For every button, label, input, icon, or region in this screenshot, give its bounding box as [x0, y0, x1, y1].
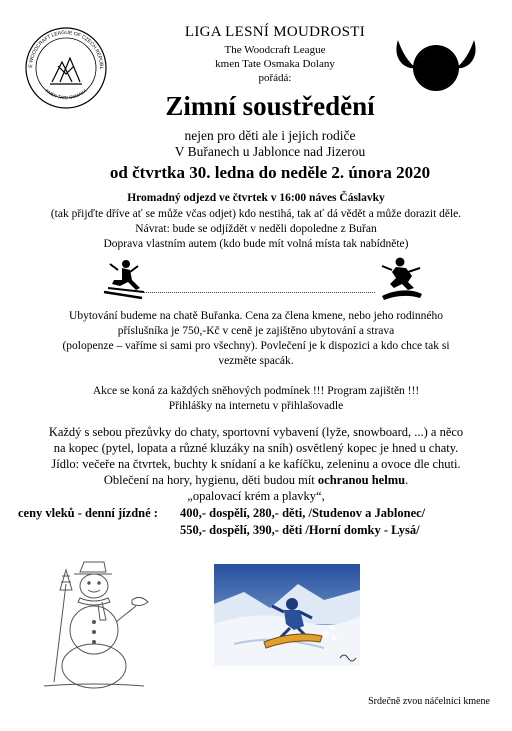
woodcraft-league-logo	[22, 22, 108, 110]
event-subtitle-audience: nejen pro děti ale i jejich rodiče	[184, 128, 356, 143]
packing-line-3: Jídlo: večeře na čtvrtek, buchty k snídaní a ke kafíčku, zeleninu a ovoce dle chuti.	[51, 457, 461, 471]
packing-helmet: ochranou helmu	[317, 473, 406, 487]
skier-silhouette-icon	[102, 258, 146, 302]
packing-line-4-text: Oblečení na hory, hygienu, děti budou mít	[103, 473, 318, 487]
org-name: LIGA LESNÍ MOUDROSTI	[184, 24, 366, 40]
action-registration: Přihlášky na internetu v přihlašovadle	[168, 400, 344, 412]
departure-line-4: Doprava vlastním autem (kdo bude mít volná místa tak nabídněte)	[103, 238, 409, 250]
event-title: Zimní soustředění	[165, 91, 375, 121]
section-separator	[140, 292, 375, 293]
packing-line-4-end: .	[405, 473, 409, 487]
packing-line-1: Každý s sebou přezůvky do chaty, sportovní vybavení (lyže, snowboard, ...) a něco	[48, 425, 464, 439]
lift-price-horni-domky: 550,- dospělí, 390,- děti /Horní domky - Lysá/	[180, 523, 420, 537]
logo-ring-top-text: THE WOODCRAFT LEAGUE OF CZECH REPUBLIC	[22, 22, 105, 70]
invitation-signature: Srdečně zvou náčelníci kmene	[368, 696, 490, 707]
event-subtitle-location: V Buřanech u Jablonce nad Jizerou	[174, 144, 366, 159]
snowboarder-scene-illustration	[214, 564, 360, 666]
lift-prices-label: ceny vleků - denní jízdné :	[18, 506, 158, 520]
org-tribe: kmen Tate Osmaka Dolany	[215, 58, 335, 70]
packing-line-5: „opalovací krém a plavky“,	[187, 489, 325, 503]
org-presents: pořádá:	[258, 72, 292, 84]
snowman-sketch-illustration	[24, 562, 164, 692]
action-conditions: Akce se koná za každých sněhových podmínek !!! Program zajištěn !!!	[92, 385, 420, 397]
horned-sun-emblem-icon	[390, 34, 482, 98]
logo-ring-bottom-text: KMEN TATE OSMAKA	[44, 88, 88, 101]
accommodation-line-4: vezměte spacák.	[218, 355, 294, 367]
lift-price-studenov: 400,- dospělí, 280,- děti, /Studenov a Jablonec/	[180, 506, 426, 520]
departure-line-2: (tak přijďte dříve ať se může včas odjet) kdo nestihá, tak ať dá vědět a může dorazit děle.	[50, 208, 462, 220]
snowboarder-silhouette-icon	[378, 256, 424, 302]
event-dates: od čtvrtka 30. ledna do neděle 2. února 2020	[109, 163, 431, 182]
accommodation-line-3: (polopenze – vaříme si sami pro všechny). Povlečení je k dispozici a kdo chce tak si	[62, 340, 450, 352]
accommodation-line-1: Ubytování budeme na chatě Buřanka. Cena za člena kmene, nebo jeho rodinného	[69, 310, 443, 322]
packing-line-4	[10, 473, 502, 488]
packing-line-2: na kopec (pytel, lopata a různé kluzáky na sníh) osvětlený kopec je hned u chaty.	[53, 441, 459, 455]
departure-line-3: Návrat: bude se odjíždět v neděli dopoledne z Buřan	[135, 223, 377, 235]
departure-line-1: Hromadný odjezd ve čtvrtek v 16:00 náves Čáslavky	[127, 192, 385, 204]
org-english-name: The Woodcraft League	[224, 44, 326, 56]
accommodation-line-2: příslušníka je 750,-Kč v ceně je zajištěno ubytování a strava	[117, 325, 395, 337]
